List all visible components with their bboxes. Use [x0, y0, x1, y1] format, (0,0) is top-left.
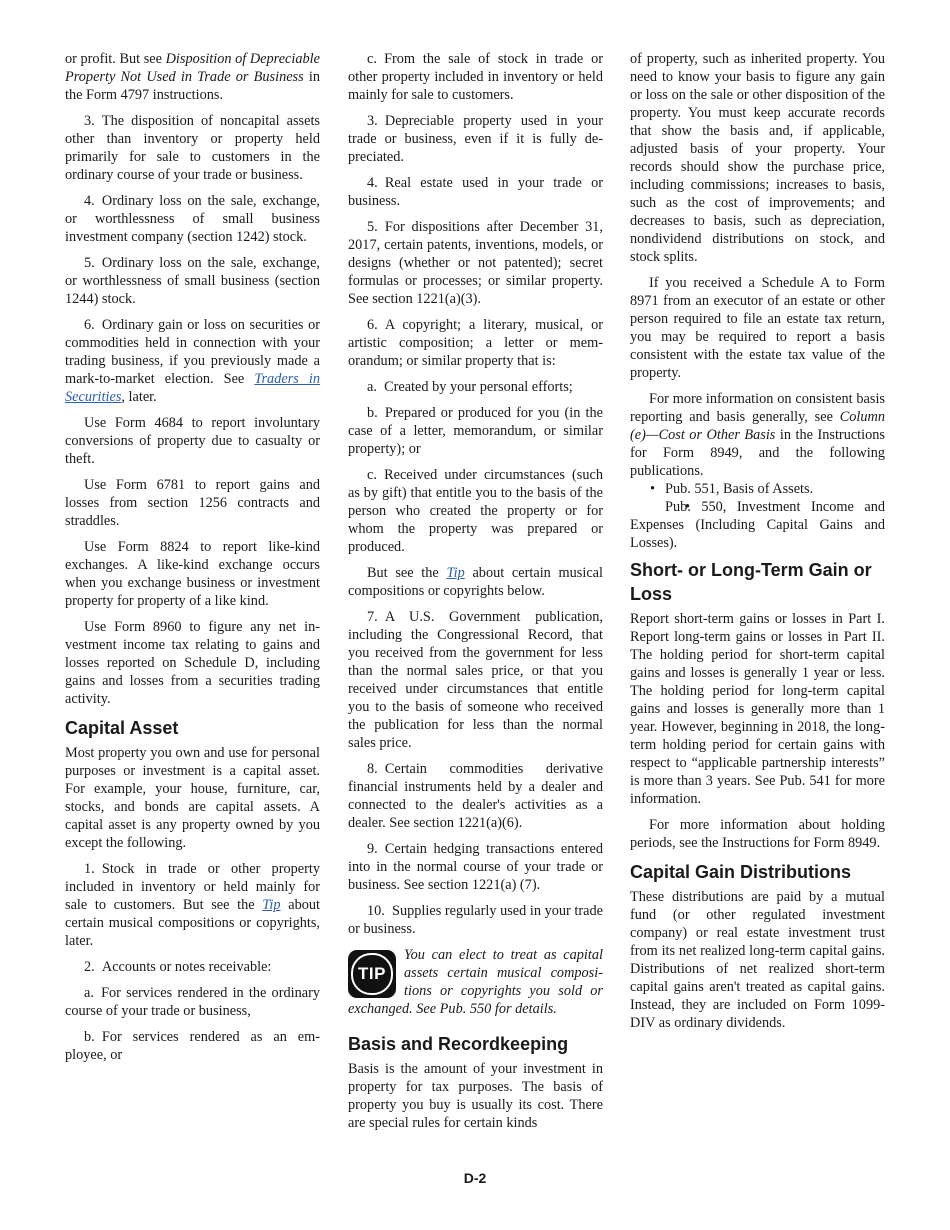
- capital-asset-item-2a: a. For services rendered in the ordinary course of your trade or business,: [65, 985, 320, 1019]
- capital-asset-item-10: 10. Supplies regularly used in your trade or business.: [348, 903, 603, 937]
- text: 6. Ordinary gain or loss on securities or commodities held in connection with your trading business, if you previously made a mark-to-market election. See: [65, 317, 320, 387]
- paragraph-form-4684: Use Form 4684 to report involuntary conversions of property due to casualty or theft.: [65, 415, 320, 467]
- text: But see the: [367, 565, 447, 581]
- paragraph-basis-continued: of property, such as inherited property. You need to know your basis to figure any gain or loss on the sale or other disposition of the property. You must keep accurate records that show the basis and, if applicable, adjusted basis of your property. Your records should show the purchase price, including commissions; increases to basis, such as the cost of improvements; and decreases to basis, such as depreciation, nondividend distributions on stock, and stock splits.: [630, 51, 885, 265]
- list-item-6: [65, 316, 320, 406]
- capital-asset-item-6: 6. A copyright; a literary, musical, or artistic composition; a letter or memorandum; or similar property that is:: [348, 317, 603, 369]
- publication-list: [630, 480, 885, 552]
- heading-capital-gain-distributions: Capital Gain Distributions: [630, 862, 852, 882]
- column-1: [65, 50, 320, 1072]
- paragraph-more-info: [630, 390, 885, 480]
- paragraph-disposition-ref: [65, 50, 320, 104]
- reference-title: Column (e)—Cost or Other Basis: [630, 409, 885, 443]
- tip-link[interactable]: Tip: [262, 897, 281, 913]
- paragraph-holding-periods: For more information about holding periods, see the Instructions for Form 8949.: [630, 817, 885, 851]
- capital-asset-item-3: 3. Depreciable property used in your trade or business, even if it is fully depreciated.: [348, 113, 603, 165]
- capital-asset-item-9: 9. Certain hedging transactions entered into in the normal course of your trade or business. See section 1221(a) (7).: [348, 841, 603, 893]
- paragraph-basis: Basis is the amount of your investment in property for tax purposes. The basis of property you buy is usually its cost. There are special rules for certain kinds: [348, 1061, 603, 1131]
- paragraph-form-6781: Use Form 6781 to report gains and losses from section 1256 contracts and straddles.: [65, 477, 320, 529]
- paragraph-capital-asset: Most property you own and use for personal purposes or investment is a capital asset. For example, your house, furniture, car, stocks, and bonds are capital assets. A capital asset is any property owned by you except the following.: [65, 745, 320, 851]
- text: or profit. But see: [65, 51, 166, 67]
- text: in the Form 4797 instructions.: [65, 69, 320, 103]
- text: , later.: [121, 389, 157, 405]
- capital-asset-item-8: 8. Certain commodities derivative financial instruments held by a dealer and connected to the dealer's activities as a dealer. See section 1221(a)(6).: [348, 761, 603, 831]
- list-item: • Pub. 550, Investment Income and Expenses (Including Capital Gains and Losses).: [630, 498, 885, 552]
- heading-capital-asset: Capital Asset: [65, 718, 179, 738]
- capital-asset-item-4: 4. Real estate used in your trade or business.: [348, 175, 603, 209]
- tip-label: TIP: [351, 953, 393, 995]
- text: 1. Stock in trade or other property included in inventory or held mainly for sale to customers. But see the: [65, 861, 320, 913]
- paragraph-form-8960: Use Form 8960 to figure any net investment income tax relating to gains and losses reported on Schedule D, including gains and losses from a securities trading activity.: [65, 619, 320, 707]
- capital-asset-item-6a: a. Created by your personal efforts;: [367, 379, 573, 395]
- heading-basis-recordkeeping: Basis and Recordkeeping: [348, 1034, 569, 1054]
- tip-box: [348, 946, 603, 1018]
- text: For more information on consistent basis reporting and basis generally, see: [630, 391, 885, 425]
- list-item-5: 5. Ordinary loss on the sale, exchange, or worthlessness of small business (section 1244) stock.: [65, 255, 320, 307]
- capital-asset-item-6c: c. Received under circumstances (such as by gift) that entitle you to the basis of the person who created the property or for whom the property was prepared or produced.: [348, 467, 603, 555]
- text: about certain musical compositions or copyrights, later.: [65, 897, 320, 949]
- list-item-3: 3. The disposition of noncapital assets other than inventory or property held primarily for sale to customers in the ordinary course of your trade or business.: [65, 113, 320, 183]
- capital-asset-item-7: 7. A U.S. Government publication, including the Congressional Record, that you received from the government for less than the normal sales price, or that you received under circumstances that entitle you to the basis of someone who received the publication for less than the normal sales price.: [348, 609, 603, 751]
- paragraph-capital-gain-distributions: These distributions are paid by a mutual fund (or other regulated investment company) or real estate investment trust from its net realized long-term capital gains. Distributions of net realized short-term capital gains aren't treated as capital gains. Instead, they are included on Form 1099-DIV as ordinary dividends.: [630, 889, 885, 1031]
- capital-asset-item-5: 5. For dispositions after December 31, 2017, certain patents, inventions, models, or designs (whether or not patented); secret formulas or processes; or similar property. See section 1221(a)(3).: [348, 219, 603, 307]
- heading-short-long-term: Short- or Long-Term Gain or Loss: [630, 560, 872, 604]
- list-item: • Pub. 551, Basis of Assets.: [630, 480, 885, 498]
- paragraph-form-8971: If you received a Schedule A to Form 8971 from an executor of an estate or other person required to file an estate tax return, you may be required to report a basis consistent with the estate tax value of the property.: [630, 275, 885, 381]
- paragraph-form-8824: Use Form 8824 to report like-kind exchanges. A like-kind exchange occurs when you exchange business or investment property for property of a like kind.: [65, 539, 320, 609]
- capital-asset-item-2c: c. From the sale of stock in trade or other property included in inventory or held mainly for sale to customers.: [348, 51, 603, 103]
- reference-title: Disposition of Depreciable Property Not Used in Trade or Business: [65, 51, 320, 85]
- paragraph-short-long-term: Report short-term gains or losses in Part I. Report long-term gains or losses in Part II. The holding period for short-term capital gains and losses is generally 1 year or less. The holding period for long-term capital gains and losses is generally more than 1 year. However, beginning in 2018, the long-term holding period for certain gains with respect to “applicable partnership interests” is more than 3 years. See Pub. 541 for more information.: [630, 611, 885, 807]
- capital-asset-item-2b: b. For services rendered as an employee, or: [65, 1029, 320, 1063]
- tip-link[interactable]: Tip: [446, 565, 465, 581]
- tip-text: You can elect to treat as capital assets certain musical compositions or copyrights you sold or exchanged. See Pub. 550 for details.: [348, 947, 603, 1017]
- capital-asset-item-6b: b. Prepared or produced for you (in the case of a letter, memorandum, or similar property); or: [348, 405, 603, 457]
- page-number: D-2: [463, 1170, 487, 1186]
- traders-in-securities-link[interactable]: Traders in Securities: [65, 371, 320, 405]
- capital-asset-item-2: 2. Accounts or notes receivable:: [84, 959, 272, 975]
- tip-icon: [348, 950, 396, 998]
- text: about certain musical compositions or copyrights below.: [348, 565, 603, 599]
- paragraph-tip-reference: [348, 564, 603, 600]
- list-item-4: 4. Ordinary loss on the sale, exchange, or worthlessness of small business investment company (section 1242) stock.: [65, 193, 320, 245]
- column-3: [630, 50, 885, 1040]
- column-2: [348, 50, 603, 1140]
- text: in the Instructions for Form 8949, and the following publications.: [630, 427, 885, 479]
- capital-asset-item-1: [65, 860, 320, 950]
